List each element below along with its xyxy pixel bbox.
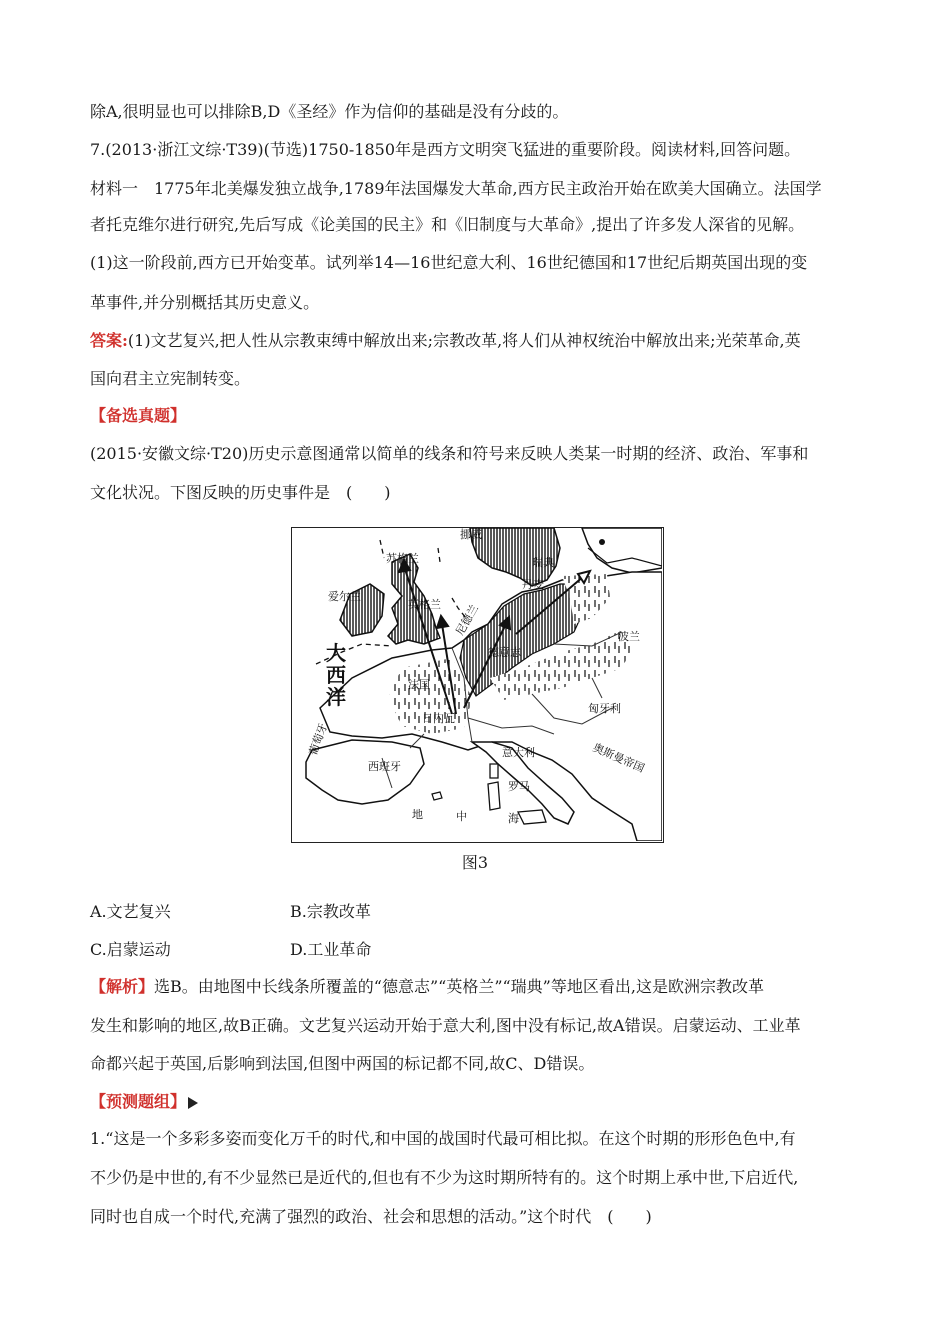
analysis-line: 发生和影响的地区,故B正确。文艺复兴运动开始于意大利,图中没有标记,故A错误。启蒙运动、工业革	[90, 1016, 801, 1035]
answer-label: 答案:	[90, 331, 128, 350]
corsica	[490, 764, 498, 778]
section-heading: 【备选真题】	[90, 406, 187, 425]
map-label-spain: 西班牙	[368, 760, 401, 773]
finland-region	[582, 528, 662, 573]
question-stem: 文化状况。下图反映的历史事件是 ( )	[90, 483, 391, 502]
material-line: 材料一 1775年北美爆发独立战争,1789年法国爆发大革命,西方民主政治开始在欧美大国确立。法国学	[90, 179, 822, 198]
balearic	[432, 792, 442, 800]
map-label-france: 法国	[408, 678, 430, 691]
map-label-sea-2: 中	[456, 810, 467, 823]
predict-heading: 【预测题组】	[90, 1092, 187, 1111]
analysis-text: 选B。由地图中长线条所覆盖的“德意志”“英格兰”“瑞典”等地区看出,这是欧洲宗教改革	[154, 977, 764, 996]
answer-line	[90, 331, 880, 351]
map-label-geneva: 日内瓦	[422, 712, 455, 725]
question-1-line: 1.“这是一个多彩多姿而变化万千的时代,和中国的战国时代最可相比拟。在这个时期的形形色色中,有	[90, 1129, 796, 1148]
map-label-norway: 挪威	[460, 528, 482, 541]
map-label-portugal: 葡萄牙	[306, 721, 331, 758]
material-line: 者托克维尔进行研究,先后写成《论美国的民主》和《旧制度与大革命》,提出了许多发人深省的见解。	[90, 215, 805, 234]
map-label-netherlands: 尼德兰	[453, 602, 482, 638]
sub-question: 革事件,并分别概括其历史意义。	[90, 293, 320, 312]
iberia-landmass	[306, 740, 424, 804]
analysis-line	[90, 977, 880, 997]
option-c: C.启蒙运动	[90, 940, 171, 959]
analysis-label: 【解析】	[90, 977, 155, 996]
triangle-icon	[188, 1097, 198, 1109]
map-label-ottoman: 奥斯曼帝国	[590, 740, 647, 776]
analysis-line: 命都兴起于英国,后影响到法国,但图中两国的标记都不同,故C、D错误。	[90, 1054, 595, 1073]
option-a: A.文艺复兴	[90, 902, 171, 921]
map-label-germany: 德意志	[488, 646, 521, 659]
question-stem: (2015·安徽文综·T20)历史示意图通常以简单的线条和符号来反映人类某一时期的经济、政治、军事和	[90, 444, 809, 463]
sub-question: (1)这一阶段前,西方已开始变革。试列举14—16世纪意大利、16世纪德国和17世纪后期英国出现的变	[90, 253, 808, 272]
map-label-hungary: 匈牙利	[588, 702, 621, 715]
map-label-ireland: 爱尔兰	[328, 590, 361, 603]
answer-line: 国向君主立宪制转变。	[90, 369, 251, 388]
map-label-sweden: 瑞典	[532, 556, 554, 569]
map-label-sea-3: 海	[508, 812, 519, 825]
map-label-england: 英格兰	[408, 598, 441, 611]
map-label-denmark: 丹麦	[522, 578, 544, 591]
map-label-atlantic: 大西洋	[326, 641, 346, 709]
question-1-line: 同时也自成一个时代,充满了强烈的政治、社会和思想的活动。”这个时代 ( )	[90, 1207, 652, 1226]
europe-map-figure	[291, 527, 664, 843]
map-label-rome: 罗马	[508, 780, 530, 793]
sicily	[518, 810, 546, 824]
europe-map	[292, 528, 662, 841]
option-d: D.工业革命	[290, 940, 372, 959]
figure-caption: 图3	[461, 853, 489, 872]
map-label-poland: 波兰	[618, 630, 640, 643]
sardinia	[488, 782, 500, 810]
answer-text: (1)文艺复兴,把人性从宗教束缚中解放出来;宗教改革,将人们从神权统治中解放出来;光荣革命,英	[127, 331, 801, 350]
predict-heading-line	[90, 1092, 880, 1112]
map-label-scotland: 苏格兰	[386, 552, 419, 565]
map-label-italy: 意大利	[502, 746, 535, 759]
map-label-sea-1: 地	[412, 808, 423, 821]
question-1-line: 不少仍是中世的,有不少显然已是近代的,但也有不少为这时期所特有的。这个时期上承中世,下启近代,	[90, 1168, 799, 1187]
option-b: B.宗教改革	[290, 902, 371, 921]
question-7-stem: 7.(2013·浙江文综·T39)(节选)1750-1850年是西方文明突飞猛进的重要阶段。阅读材料,回答问题。	[90, 140, 801, 159]
text-line: 除A,很明显也可以排除B,D《圣经》作为信仰的基础是没有分歧的。	[90, 102, 569, 121]
